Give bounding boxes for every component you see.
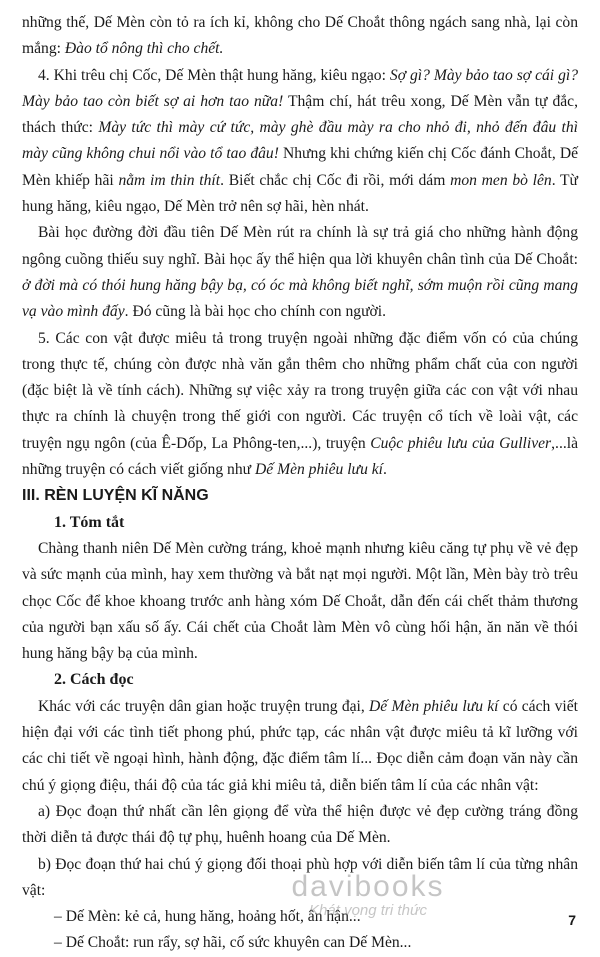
paragraph-5 [22, 326, 578, 484]
text-run: Nhưng khi chứng kiến chị Cốc đánh Choắt, Dế Mèn khiếp hãi [22, 145, 578, 189]
text-run: ,...là những truyện có cách viết giống như [22, 434, 578, 479]
text-run: Khác với các truyện dân gian hoặc truyện trung đại, [38, 697, 370, 715]
reading-dash-1: – Dế Mèn: kẻ cả, hung hăng, hoảng hốt, ân hận... [54, 908, 361, 926]
watermark-brand: davibooks [291, 870, 445, 903]
page-number: 7 [568, 912, 576, 928]
reading-dash-2: – Dế Choắt: run rẩy, sợ hãi, cố sức khuyên can Dế Mèn... [54, 934, 412, 952]
italic-quote: Đào tổ nông thì cho chết. [64, 40, 224, 58]
reading-item-a: a) Đọc đoạn thứ nhất cần lên giọng để vừa thể hiện được vẻ đẹp cường tráng đồng thời diễn tả được thái độ tự phụ, huênh hoang của Dế Mèn. [22, 802, 578, 847]
italic-title: Dế Mèn phiêu lưu kí [255, 461, 384, 479]
reading-intro [22, 694, 578, 799]
paragraph-lesson [22, 220, 578, 325]
italic-quote: Sợ gì? Mày bảo tao sợ cái gì? Mày bảo tao còn biết sợ ai hơn tao nữa! [22, 66, 579, 110]
reading-item-b: b) Đọc đoạn thứ hai chú ý giọng đối thoại phù hợp với diễn biến tâm lí của từng nhân vật: [22, 855, 578, 899]
summary-heading: 1. Tóm tắt [54, 513, 125, 531]
paragraph-4 [22, 63, 578, 221]
italic-title: Dế Mèn phiêu lưu kí [369, 697, 499, 715]
text-run: 5. Các con vật được miêu tả trong truyện ngoài những đặc điểm vốn có của chúng trong thực tế, chúng còn được nhà văn gắn thêm cho những phẩm chất của con người (đặc biệt là về tính cách). Những sự việc xảy ra trong truyện giữa các con vật với nhau thực ra chính là chuyện trong thế giới con người. Các truyện cổ tích về loài vật, các truyện ngụ ngôn (của Ê-Dốp, La Phông-ten,...), truyện [22, 329, 578, 452]
text-run: Thậm chí, hát trêu xong, Dế Mèn vẫn tự đắc, thách thức: [22, 92, 578, 137]
section-heading: III. RÈN LUYỆN KĨ NĂNG [22, 487, 209, 505]
text-run: có cách viết hiện đại với các tình tiết phong phú, phức tạp, các nhân vật được miêu tả kĩ lưỡng với các chi tiết về ngoại hình, hành động, đặc điểm tâm lí... Đọc diễn cảm đoạn văn này cần chú ý giọng điệu, thái độ của tác giả khi miêu tả, diễn biến tâm lí của các nhân vật: [22, 697, 578, 794]
text-run: những thế, Dế Mèn còn tỏ ra ích kỉ, không cho Dế Choắt thông ngách sang nhà, lại còn mắng: [22, 14, 578, 58]
reading-heading: 2. Cách đọc [54, 671, 134, 689]
text-run: 4. Khi trêu chị Cốc, Dế Mèn thật hung hăng, kiêu ngạo: [38, 66, 390, 84]
text-run: . Đó cũng là bài học cho chính con người. [124, 303, 387, 321]
summary-paragraph: Chàng thanh niên Dế Mèn cường tráng, khoẻ mạnh nhưng kiêu căng tự phụ về vẻ đẹp và sức mạnh của mình, hay xem thường và bắt nạt mọi người. Một lần, Mèn bày trò trêu chọc Cốc để khoe khoang trước anh hàng xóm Dế Choắt, dẫn đến cái chết thảm thương của người bạn xấu số ấy. Cái chết của Choắt làm Mèn vô cùng hối hận, ăn năn về thói hung hăng bậy bạ của mình. [22, 539, 578, 663]
italic-quote: nằm im thin thít [118, 171, 221, 189]
text-run: . Biết chắc chị Cốc đi rồi, mới dám [220, 171, 451, 189]
text-run: . [383, 461, 387, 479]
italic-quote: ở đời mà có thói hung hăng bậy bạ, có óc mà không biết nghĩ, sớm muộn rồi cũng mang vạ vào mình đấy [22, 276, 578, 321]
italic-title: Cuộc phiêu lưu của Gulliver [370, 434, 552, 452]
paragraph-intro-end [22, 10, 578, 63]
page-text [22, 10, 578, 957]
italic-quote: mon men bò lên [450, 171, 552, 189]
italic-quote: Mày tức thì mày cứ tức, mày ghè đầu mày ra cho nhỏ đi, nhỏ đến đâu thì mày cũng không chui nổi vào tổ tao đâu! [22, 119, 578, 163]
text-run: . Từ hung hăng, kiêu ngạo, Dế Mèn trở nên sợ hãi, hèn nhát. [22, 171, 578, 216]
text-run: Bài học đường đời đầu tiên Dế Mèn rút ra chính là sự trả giá cho những hành động ngông cuồng thiếu suy nghĩ. Bài học ấy thể hiện qua lời khuyên chân tình của Dế Choắt: [22, 224, 578, 268]
watermark-tagline: Khát vọng tri thức [309, 902, 427, 919]
